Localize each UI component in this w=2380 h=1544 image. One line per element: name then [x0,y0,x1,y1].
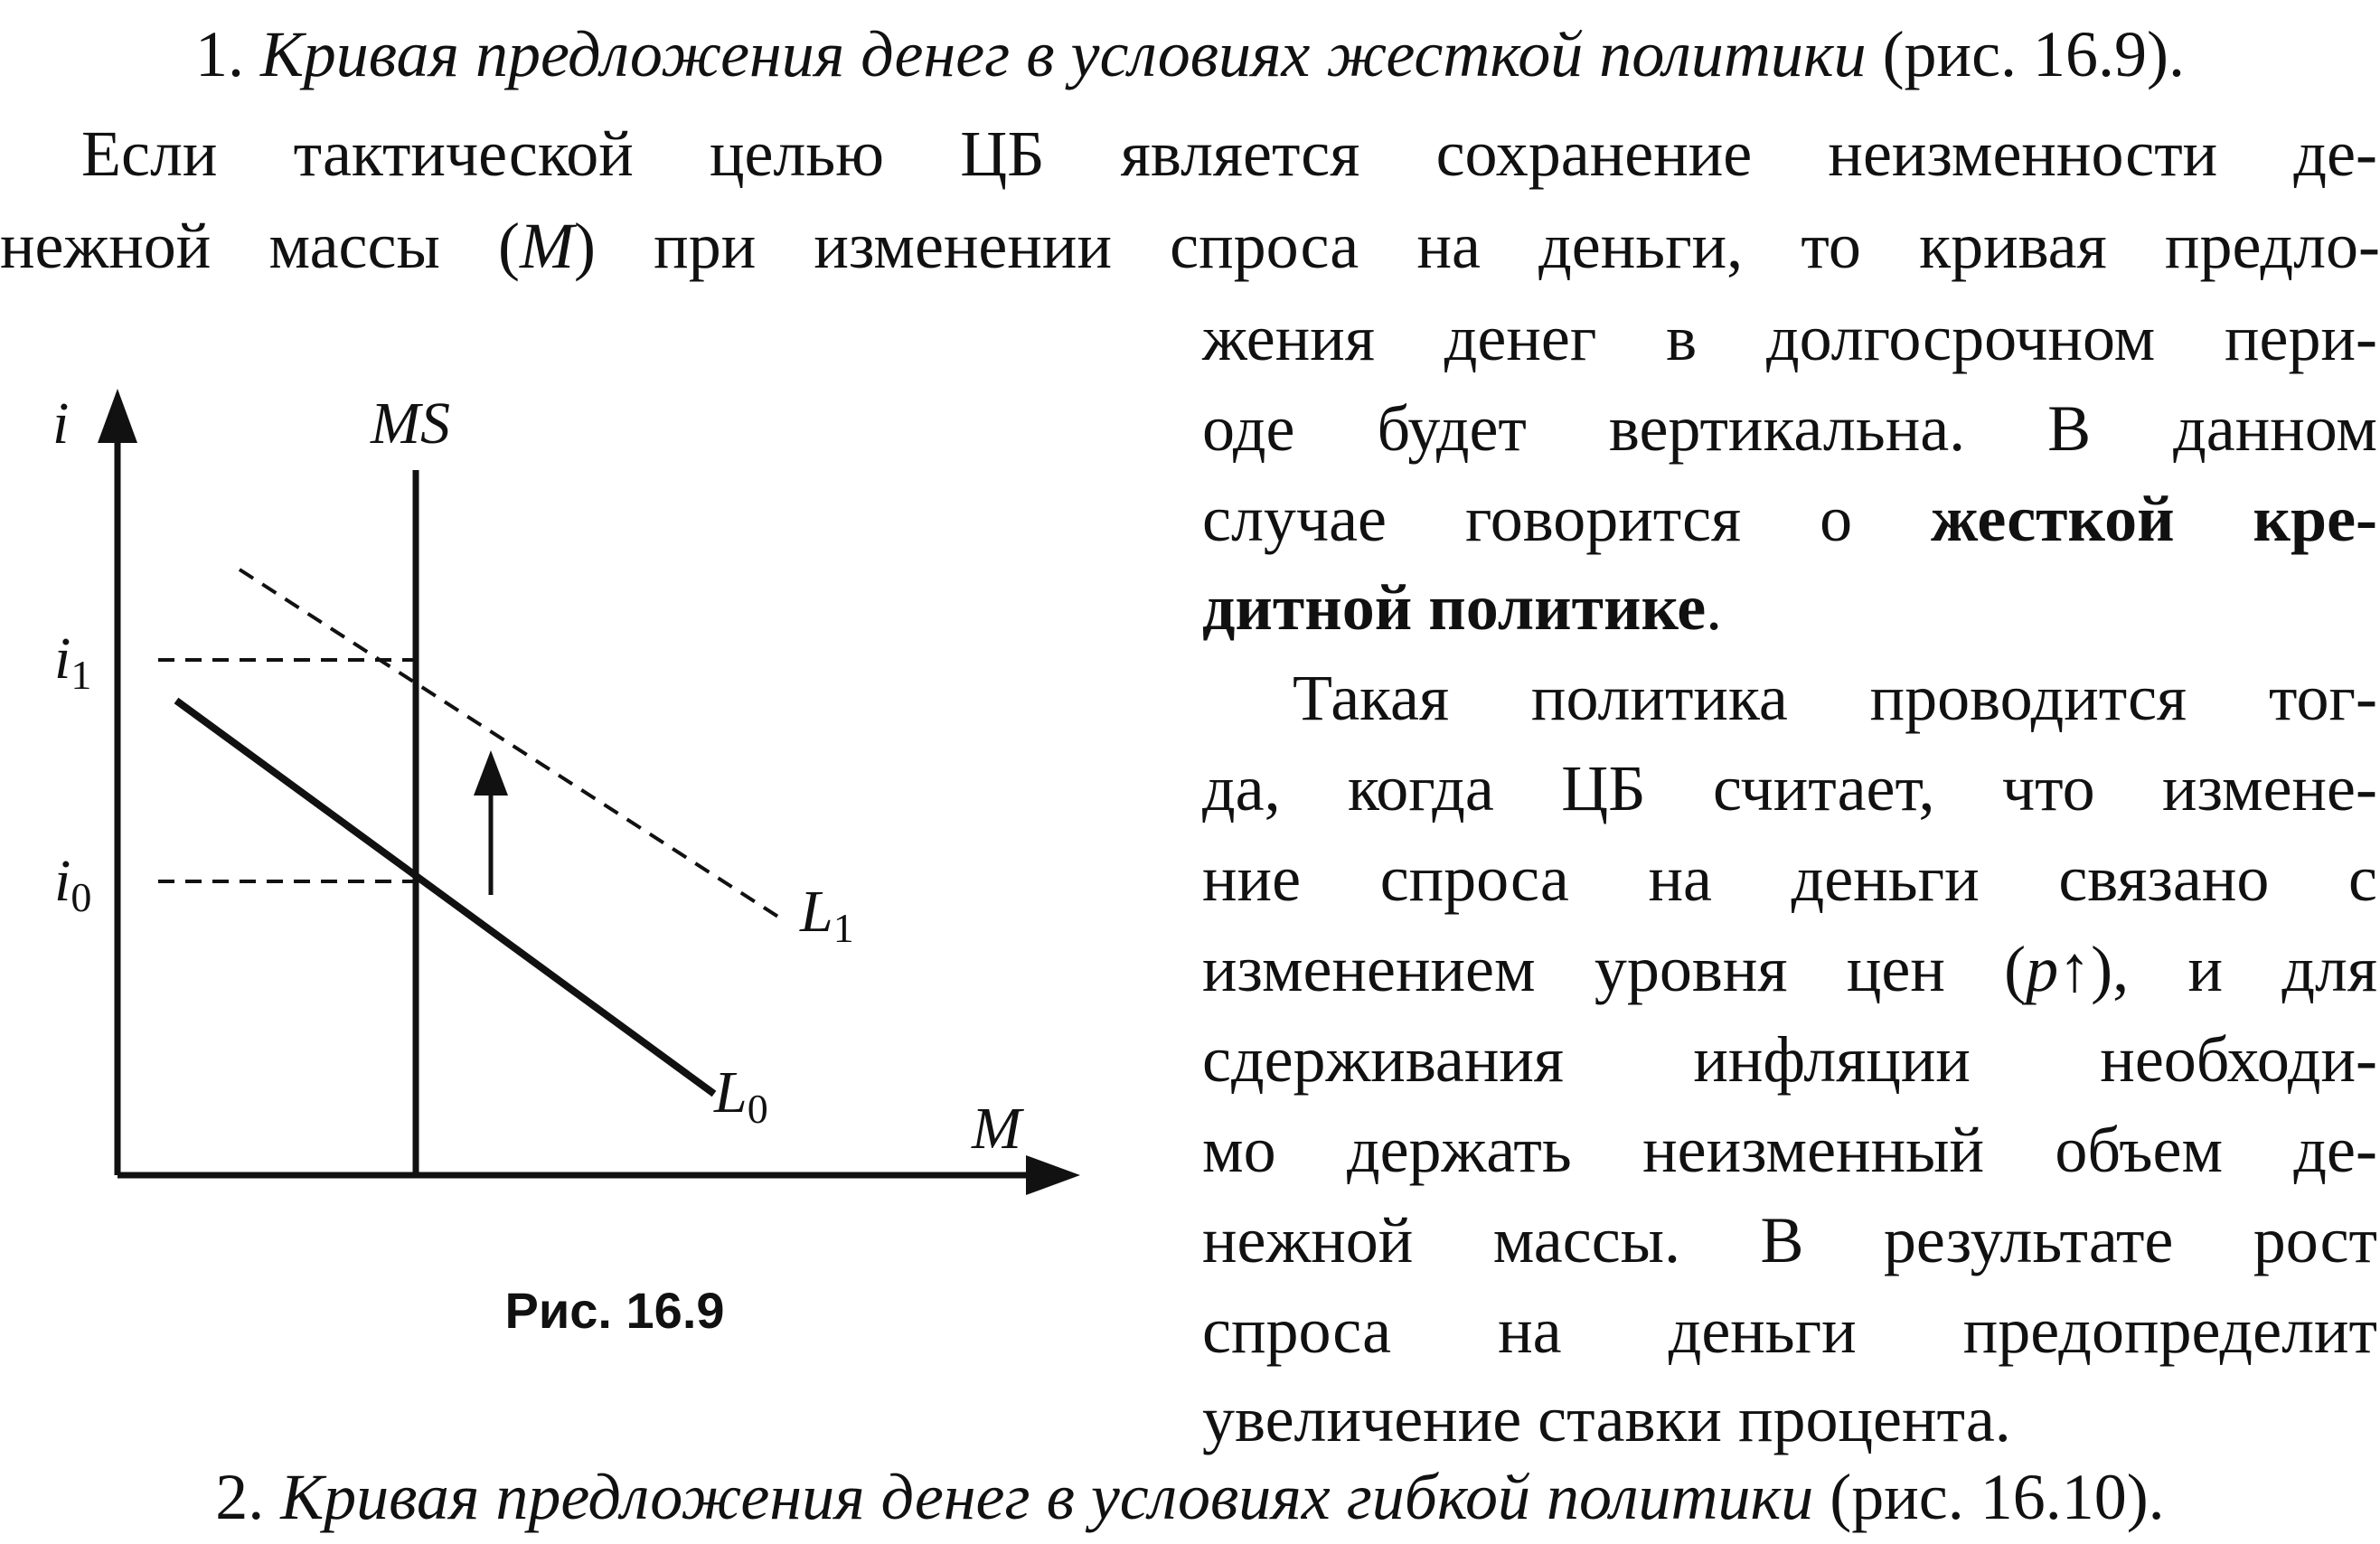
shift-arrow-icon [474,750,508,796]
x-axis-label: M [972,1096,1021,1162]
section-1-title: Кривая предложения денег в условиях жесткой политики [259,18,1867,90]
para-2-line-6: мо держать неизменный объем де- [1202,1114,2377,1186]
i0-subscript: 0 [71,874,92,920]
y-axis-arrowhead [98,389,137,443]
para-1-line-2 [0,201,2380,291]
price-symbol: p [2026,933,2059,1005]
para-2-line-4 [1202,924,2377,1014]
term-rigid-start: жесткой кре- [1931,483,2377,555]
term-rigid-end: дитной политике [1202,571,1707,644]
para-2-line-2: да, когда ЦБ считает, что измене- [1202,752,2377,824]
para-2-line-7: нежной массы. В результате рост [1202,1204,2377,1276]
l0-base: L [714,1059,748,1125]
section-1-heading [0,9,2380,99]
l1-subscript: 1 [833,905,854,951]
para-1-line-1: Если тактической целью ЦБ является сохранение неизменности де- [81,118,2377,190]
y-axis-label: i [52,391,70,457]
para-1-line-5 [1202,474,2377,564]
i0-label [54,848,91,920]
para-1-line-2-end: ) при изменении спроса на деньги, то кривая предло- [573,210,2380,282]
para-1-line-5-start: случае говорится о [1202,483,1932,555]
section-1-figure-ref: (рис. 16.9). [1882,18,2186,90]
para-2-line-4-start: изменением уровня цен ( [1202,933,2027,1005]
l0-label [713,1059,768,1132]
para-2-line-1: Такая политика проводится тог- [1293,662,2377,734]
para-2-line-8: спроса на деньги предопределит [1202,1295,2377,1367]
section-2-heading [0,1452,2380,1542]
l0-subscript: 0 [747,1086,768,1132]
para-1-line-6-end: . [1706,571,1723,644]
para-1-line-3: жения денег в долгосрочном пери- [1202,302,2377,374]
para-2-line-4-end: ), и для [2091,933,2378,1005]
i1-label [54,626,91,698]
para-2-line-3: ние спроса на деньги связано с [1202,843,2377,915]
section-2-title: Кривая предложения денег в условиях гибкой политики [280,1461,1814,1533]
i1-subscript: 1 [71,652,92,698]
para-2-line-9: увеличение ставки процента. [1202,1383,2011,1455]
section-2-number: 2. [215,1461,265,1533]
para-1-line-4: оде будет вертикальна. В данном [1202,392,2377,465]
demand-curve-l1 [240,570,786,922]
up-arrow-icon: ↑ [2058,933,2092,1005]
money-mass-symbol: М [520,210,574,282]
para-1-line-6 [1202,562,2377,653]
i0-base: i [54,848,71,914]
section-2-figure-ref: (рис. 16.10). [1830,1461,2165,1533]
supply-label: MS [371,391,450,457]
section-1-number: 1. [194,18,244,90]
demand-curve-l0 [176,701,714,1094]
figure-caption: Рис. 16.9 [504,1282,725,1339]
l1-base: L [800,879,833,945]
money-market-diagram [0,362,1175,1266]
para-2-line-5: сдерживания инфляции необходи- [1202,1023,2377,1096]
i1-base: i [54,626,71,692]
para-1-line-2-start: нежной массы ( [0,210,520,282]
l1-label [799,879,854,951]
x-axis-arrowhead [1026,1155,1080,1195]
